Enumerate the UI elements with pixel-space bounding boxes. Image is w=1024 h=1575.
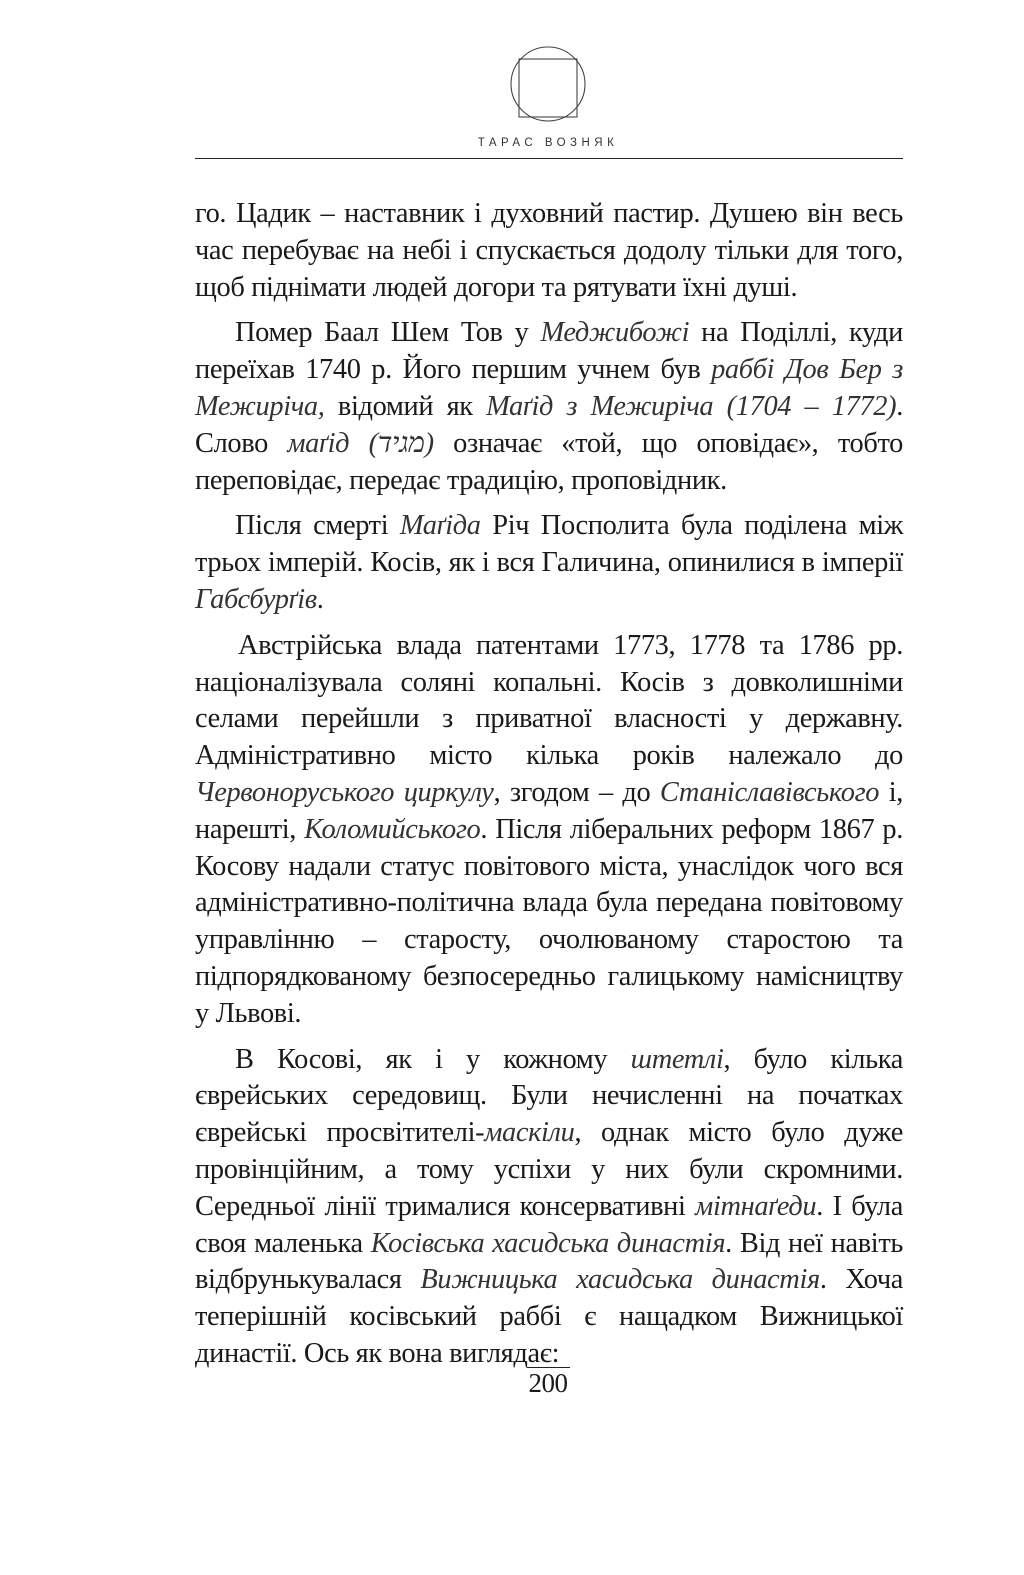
body-text xyxy=(195,196,903,1373)
running-head: ТАРАС ВОЗНЯК xyxy=(477,137,619,149)
page-number xyxy=(0,1367,1024,1398)
paragraph-2: Помер Баал Шем Тов у Меджибожі на Поділлі, куди переїхав 1740 р. Його першим учнем був раббі Дов Бер з Межиріча, відомий як Маґід з Межиріча (1704 – 1772). Слово маґід (מגיד) означає «той, що оповідає», тобто переповідає, передає традицію, проповідник. xyxy=(195,317,903,496)
paragraph-5: В Косові, як і у кожному штетлі, було кілька єврейських середовищ. Були нечисленні на початках єврейські просвітителі-маскіли, однак місто було дуже провінційним, а тому успіхи у них були скромними. Середньої лінії трималися консервативні мітнаґеди. І була своя маленька Косівська хасидська династія. Від неї навіть відбрунькувалася Вижницька хасидська династія. Хоча теперішній косівський раббі є нащадком Вижницької династії. Ось як вона виглядає: xyxy=(195,1043,904,1369)
circle-square-logo xyxy=(508,44,588,124)
paragraph-4: Австрійська влада патентами 1773, 1778 та 1786 рр. націоналізувала соляні копальні. Косів з довколишніми селами перейшли з приватної власності у державну. Адміністративно місто кілька років належало до Червоноруського циркулу, згодом – до Станіславівського і, нарешті, Коломийського. Після ліберальних реформ 1867 р. Косову надали статус повітового міста, унаслідок чого вся адміністративно-політична влада була передана повітовому управлінню – старосту, очолюваному старостою та підпорядкованому безпосередньо галицькому намісництву у Львові. xyxy=(195,629,903,1029)
paragraph-1: го. Цадик – наставник і духовний пастир. Душею він весь час перебуває на небі і спускається додолу тільки для того, щоб піднімати людей догори та рятувати їхні душі. xyxy=(195,198,903,303)
paragraph-3: Після смерті Маґіда Річ Посполита була поділена між трьох імперій. Косів, як і вся Галичина, опинилися в імперії Габсбурґів. xyxy=(195,510,904,615)
page-number-text: 200 xyxy=(528,1368,568,1398)
header-rule xyxy=(195,158,903,159)
